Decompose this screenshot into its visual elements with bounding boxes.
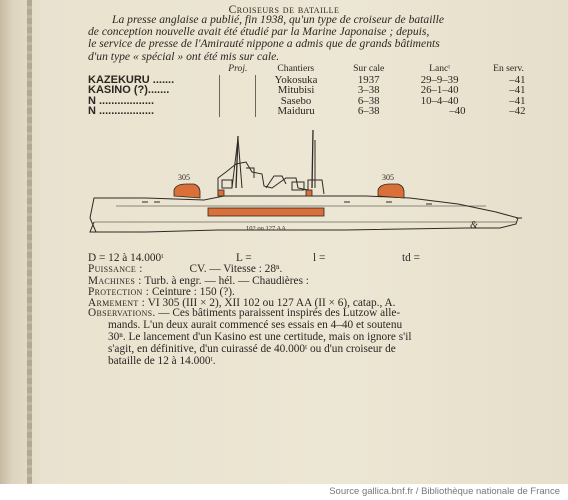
observations-line: — Ces bâtiments paraissent inspirés des Lutzow alle- bbox=[158, 307, 401, 319]
spec-label: Machines : bbox=[88, 275, 142, 287]
book-gutter bbox=[0, 0, 40, 484]
ship-on-slip: 1937 bbox=[357, 74, 380, 86]
spec-text: VI 305 (III × 2), XII 102 ou 127 AA (II × 6), catap., A. bbox=[147, 297, 396, 309]
spec-label: Puissance : bbox=[88, 263, 143, 275]
ship-launched: 26–1–40 bbox=[420, 84, 459, 97]
observations-line: bataille de 12 à 14.000ᵗ. bbox=[108, 354, 216, 367]
intro-line: le service de presse de l'Amirauté nippone a admis que de grands bâtiments bbox=[88, 37, 440, 51]
dim-beam: l = bbox=[313, 252, 326, 264]
ship-on-slip: 3–38 bbox=[357, 84, 380, 97]
intro-paragraph bbox=[88, 14, 538, 63]
spec-label: Protection : bbox=[88, 286, 150, 298]
observations-label: Observations. bbox=[88, 307, 156, 319]
spec-label: Armement : bbox=[88, 297, 146, 309]
ship-launched: 10–4–40 bbox=[420, 94, 459, 107]
intro-line: d'un type « spécial » ont été mis sur cale. bbox=[88, 49, 280, 63]
ship-service: –41 bbox=[509, 84, 526, 97]
intro-line: La presse anglaise a publié, fin 1938, qu'un type de croiseur de bataille bbox=[112, 13, 445, 26]
header-chantiers: Chantiers bbox=[277, 62, 315, 74]
ship-profile-diagram bbox=[86, 128, 526, 238]
ship-service: –42 bbox=[509, 105, 526, 118]
observations-line: mands. L'un deux aurait commencé ses essais en 4–40 et soutenu bbox=[108, 318, 403, 331]
table-row bbox=[88, 85, 540, 95]
ship-name: KAZEKURU ....... bbox=[88, 74, 175, 86]
header-lancement: Lancᵗ bbox=[429, 62, 451, 74]
ship-yard: Mitubisi bbox=[256, 85, 336, 95]
ship-launched: 29–9–39 bbox=[420, 74, 459, 86]
source-credit: Source gallica.bnf.fr / Bibliothèque nationale de France bbox=[329, 486, 560, 497]
ship-on-slip: 6–38 bbox=[357, 105, 380, 118]
ship-yard: Sasebo bbox=[256, 96, 336, 106]
draftsman-signature: & bbox=[470, 220, 478, 231]
ship-service: –41 bbox=[509, 94, 526, 107]
spec-text: Ceinture : 150 (?). bbox=[152, 286, 235, 298]
ship-name: N .................. bbox=[88, 105, 155, 118]
ship-service: –41 bbox=[509, 74, 526, 86]
page-title: Croiseurs de bataille bbox=[228, 4, 340, 16]
table-row bbox=[88, 106, 540, 116]
dim-displacement: D = 12 à 14.000ᵗ bbox=[88, 252, 164, 264]
source-footer bbox=[0, 484, 568, 500]
spec-text: Turb. à engr. — hél. — Chaudières : bbox=[144, 275, 309, 287]
header-en-service: En serv. bbox=[493, 62, 524, 74]
observations-line: s'agit, en définitive, d'un cuirassé de 40.000ᵗ ou d'un croiseur de bbox=[108, 342, 396, 355]
ship-name: KASINO (?)....... bbox=[88, 84, 170, 97]
spec-text: CV. — Vitesse : 28ⁿ. bbox=[189, 263, 283, 275]
ship-yard: Maiduru bbox=[256, 106, 336, 116]
ship-table bbox=[88, 63, 540, 117]
observations-line: 30ⁿ. Le lancement d'un Kasino est une certitude, mais on ignore s'il bbox=[108, 330, 412, 343]
dim-draught: td = bbox=[402, 252, 420, 264]
label-turret-aft: 305 bbox=[382, 173, 394, 182]
binding-stitch bbox=[27, 0, 32, 484]
label-turret-fore: 305 bbox=[178, 173, 190, 182]
label-secondary-battery: 102 ou 127 AA bbox=[246, 225, 286, 232]
header-sur-cale: Sur cale bbox=[353, 62, 385, 74]
dim-length: L = bbox=[236, 252, 252, 264]
ship-yard: Yokosuka bbox=[256, 75, 336, 85]
ship-on-slip: 6–38 bbox=[357, 94, 380, 107]
observations-paragraph bbox=[88, 308, 548, 368]
ship-launched: –40 bbox=[449, 105, 466, 118]
ship-name: N .................. bbox=[88, 94, 155, 107]
intro-line: de conception nouvelle avait été étudié par la Marine Japonaise ; depuis, bbox=[88, 25, 430, 39]
header-proj: Proj. bbox=[228, 62, 248, 74]
